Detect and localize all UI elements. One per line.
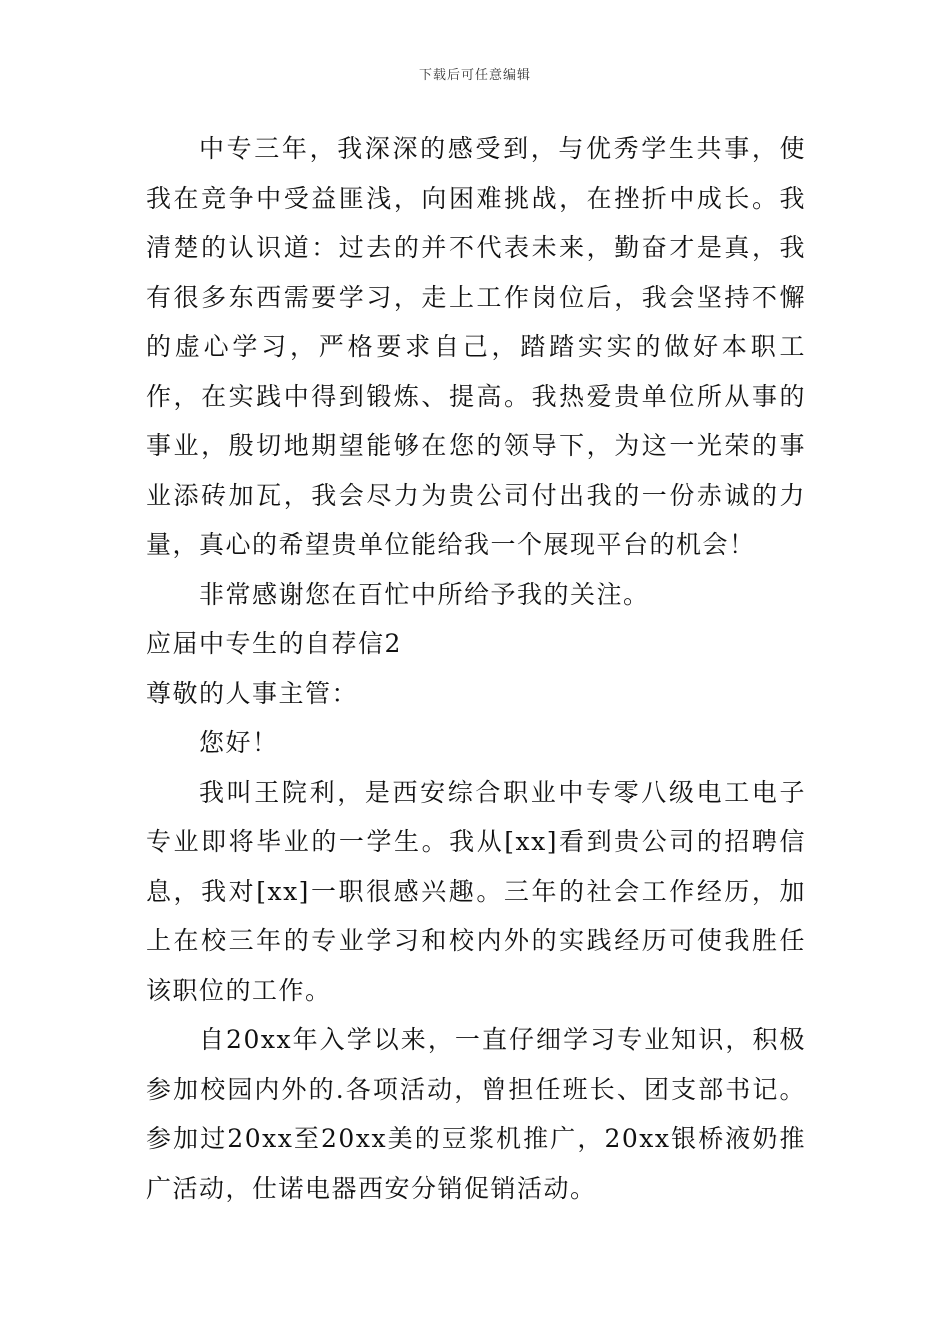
greeting: 您好！ — [199, 728, 279, 757]
letter-title: 应届中专生的自荐信2 — [146, 629, 402, 658]
page-header-note: 下载后可任意编辑 — [418, 68, 531, 83]
paragraph-introduction: 我叫王院利，是西安综合职业中专零八级电工电子专业即将毕业的一学生。我从[xx]看到贵公司的招聘信息，我对[xx]一职很感兴趣。三年的社会工作经历，加上在校三年的专业学习和校内外的实践经历可使我胜任该职位的工作。 — [146, 777, 806, 1005]
paragraph-experience: 自20xx年入学以来，一直仔细学习专业知识，积极参加校园内外的.各项活动，曾担任班长、团支部书记。参加过20xx至20xx美的豆浆机推广，20xx银桥液奶推广活动，仕诺电器西安分销促销活动。 — [146, 1025, 806, 1203]
paragraph-thanks: 非常感谢您在百忙中所给予我的关注。 — [199, 579, 650, 609]
paragraph-self-reflection: 中专三年，我深深的感受到，与优秀学生共事，使我在竞争中受益匪浅，向困难挑战，在挫折中成长。我清楚的认识道：过去的并不代表未来，勤奋才是真，我有很多东西需要学习，走上工作岗位后，我会坚持不懈的虚心学习，严格要求自己，踏踏实实的做好本职工作，在实践中得到锻炼、提高。我热爱贵单位所从事的事业，殷切地期望能够在您的领导下，为这一光荣的事业添砖加瓦，我会尽力为贵公司付出我的一份赤诚的力量，真心的希望贵单位能给我一个展现平台的机会！ — [146, 134, 806, 559]
document-body — [146, 124, 806, 1213]
salutation: 尊敬的人事主管： — [146, 678, 359, 708]
